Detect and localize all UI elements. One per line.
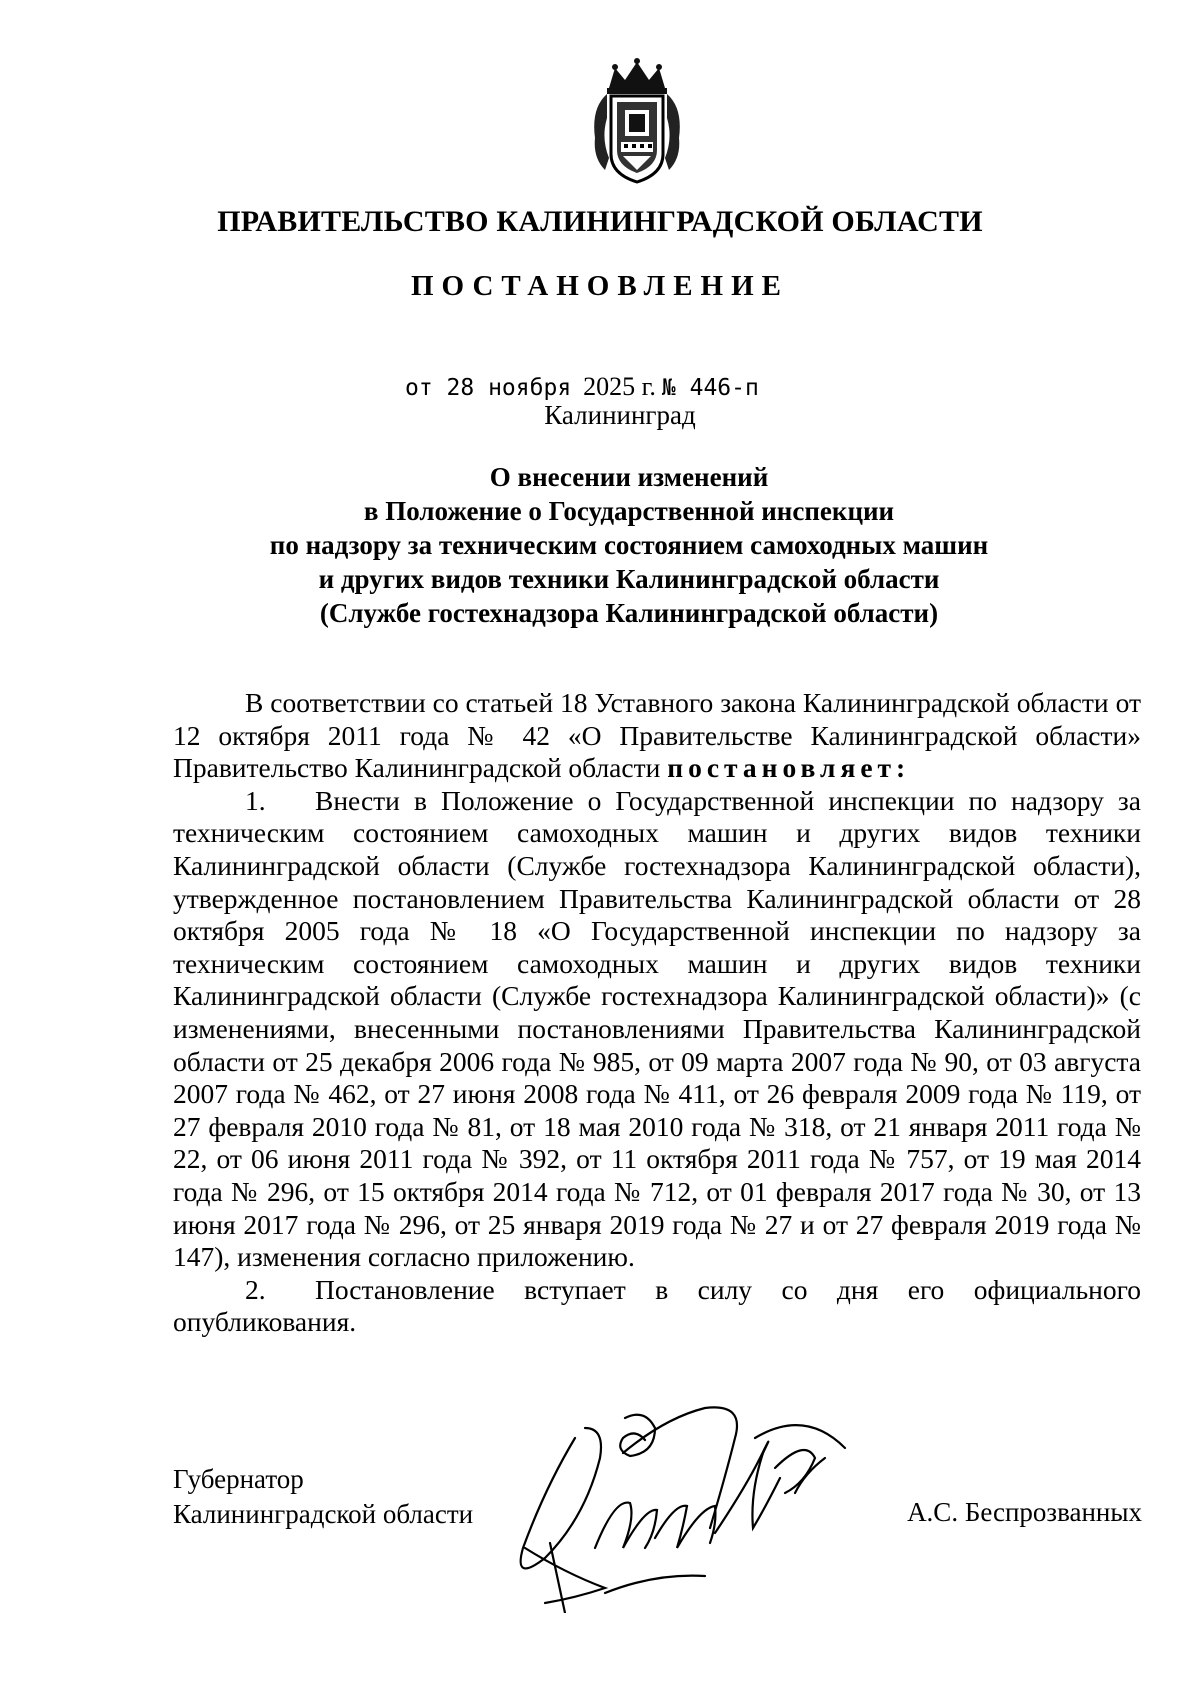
subject-line: в Положение о Государственной инспекции — [363, 496, 895, 526]
handwritten-signature — [505, 1398, 925, 1613]
item-2-number: 2. — [245, 1273, 266, 1305]
item-2-text: Постановление вступает в силу со дня его официального опубликования. — [173, 1273, 1141, 1338]
document-city: Калининград — [544, 400, 696, 430]
document-subject — [0, 460, 1200, 630]
signer-name: А.С. Беспрозванных — [907, 1497, 1142, 1527]
subject-line: и других видов техники Калининградской области — [318, 564, 940, 594]
item-1-text: Внести в Положение о Государственной инспекции по надзору за техническим состоянием самоходных машин и других видов техники Калининградской области (Службе гостехнадзора Калининградской области), утвержденное постановлением Правительства Калининградской области от 28 октября 2005 года № 18 «О Государственной инспекции по надзору за техническим состоянием самоходных машин и других видов техники Калининградской области (Службе гостехнадзора Калининградской области)» (с изменениями, внесенными постановлениями Правительства Калининградской области от 25 декабря 2006 года № 985, от 09 марта 2007 года № 90, от 03 августа 2007 года № 462, от 27 июня 2008 года № 411, от 26 февраля 2009 года № 119, от 27 февраля 2010 года № 81, от 18 мая 2010 года № 318, от 21 января 2011 года № 22, от 06 июня 2011 года № 392, от 11 октября 2011 года № 757, от 19 мая 2014 года № 296, от 15 октября 2014 года № 712, от 01 февраля 2017 года № 30, от 13 июня 2017 года № 296, от 25 января 2019 года № 27 и от 27 февраля 2019 года № 147), изменения согласно приложению. — [173, 784, 1141, 1273]
decrees-word: постановляет: — [667, 752, 911, 784]
preamble-paragraph — [173, 687, 1141, 785]
item-1-paragraph — [173, 785, 1141, 1274]
preamble-text: В соответствии со статьей 18 Уставного закона Калининградской области от 12 октября 2011 года № 42 «О Правительстве Калининградской области» Правительство Калининградской области — [173, 687, 1141, 784]
document-number: № 446-п — [661, 375, 759, 401]
signer-position — [173, 1462, 473, 1532]
document-date-line — [405, 372, 759, 402]
coat-of-arms-icon — [587, 58, 687, 188]
subject-line: (Службе гостехнадзора Калининградской области) — [319, 598, 939, 628]
subject-line: О внесении изменений — [489, 462, 769, 492]
subject-line: по надзору за техническим состоянием самоходных машин — [269, 530, 989, 560]
government-title: ПРАВИТЕЛЬСТВО КАЛИНИНГРАДСКОЙ ОБЛАСТИ — [217, 205, 983, 238]
signer-position-line: Губернатор — [173, 1464, 304, 1494]
signer-position-line: Калининградской области — [173, 1499, 474, 1529]
item-1-number: 1. — [245, 784, 266, 816]
item-2-paragraph — [173, 1274, 1141, 1339]
document-type-title: ПОСТАНОВЛЕНИЕ — [410, 270, 789, 302]
document-date: от 28 ноября — [405, 375, 572, 401]
document-body — [173, 687, 1141, 1339]
document-year: 2025 г. — [583, 372, 656, 401]
